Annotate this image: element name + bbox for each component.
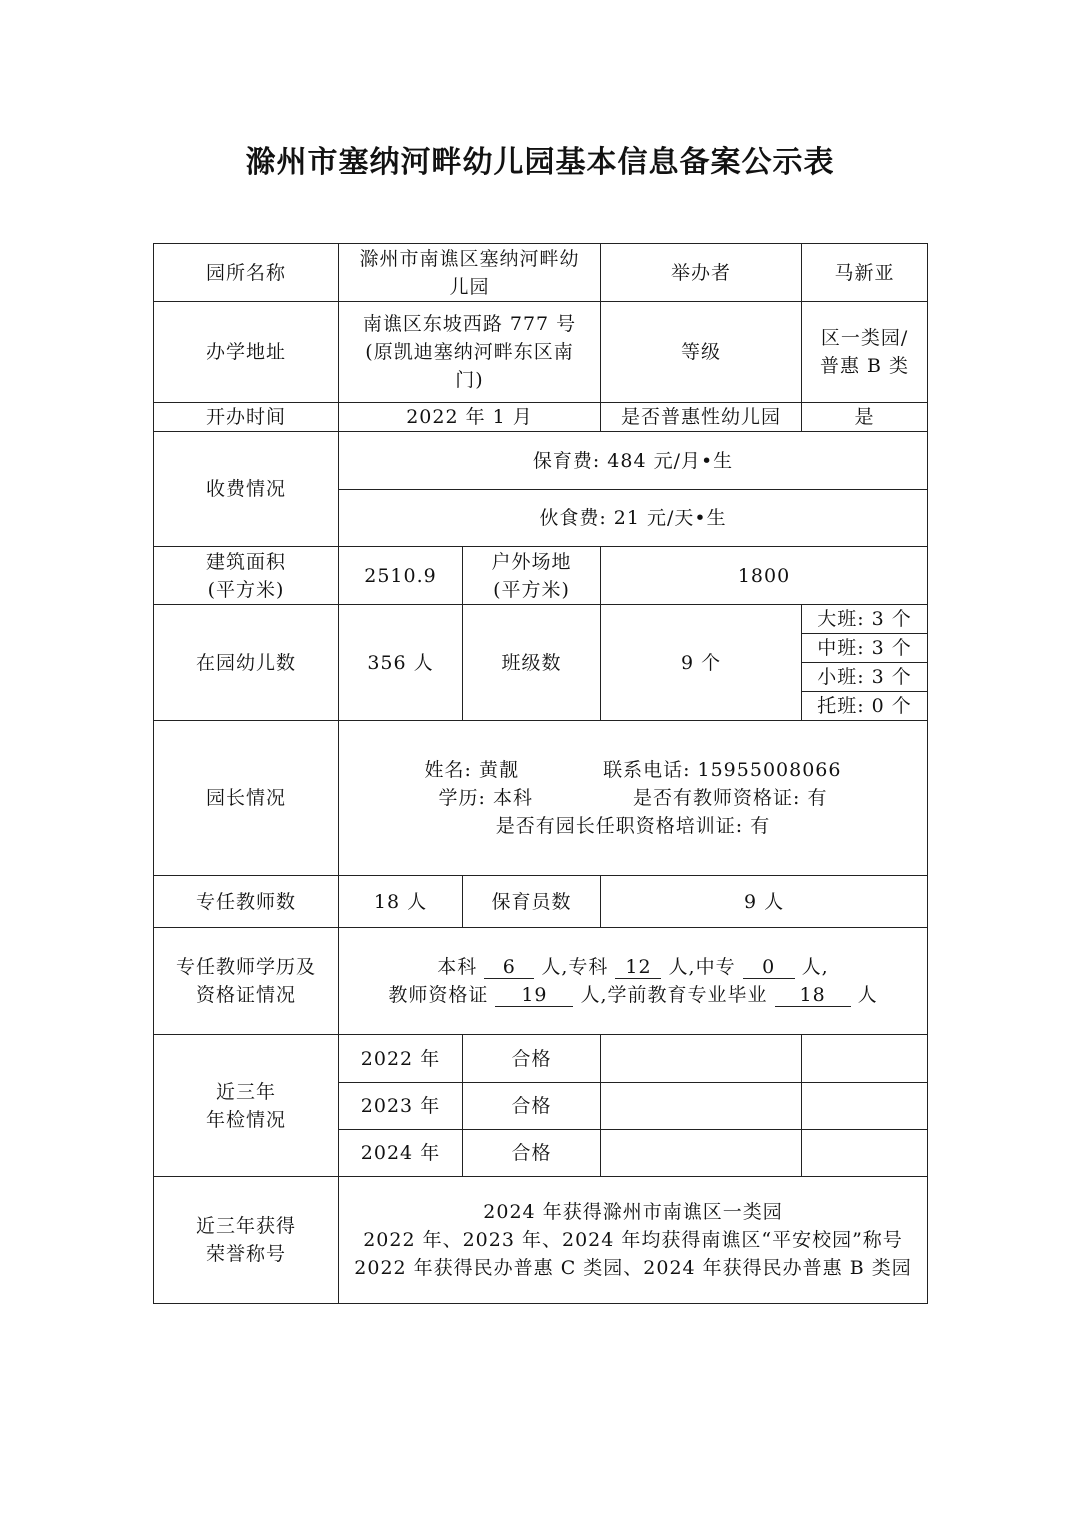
inspection-year: 2022 年	[339, 1035, 463, 1083]
sponsor-label: 举办者	[601, 244, 802, 302]
honor-item: 2024 年获得滁州市南谯区一类园	[483, 1201, 783, 1223]
class-breakdown-item: 大班: 3 个	[802, 605, 928, 634]
nurse-count-value: 9 人	[601, 876, 928, 928]
outdoor-area-value: 1800	[601, 547, 928, 605]
sponsor-value: 马新亚	[802, 244, 928, 302]
fees-label: 收费情况	[154, 432, 339, 547]
qualification-info: 本科 6 人,专科 12 人,中专 0 人, 教师资格证 19 人,学前教育专业毕业 18 人	[339, 928, 928, 1035]
secondary-count: 0	[743, 956, 795, 979]
class-breakdown-item: 中班: 3 个	[802, 634, 928, 663]
principal-education: 学历: 本科	[438, 787, 533, 809]
outdoor-area-label: 户外场地 (平方米)	[463, 547, 601, 605]
open-date-label: 开办时间	[154, 403, 339, 432]
honors-label: 近三年获得 荣誉称号	[154, 1177, 339, 1304]
class-breakdown-item: 小班: 3 个	[802, 663, 928, 692]
table-row	[154, 547, 928, 605]
level-label: 等级	[601, 302, 802, 403]
table-row	[154, 244, 928, 302]
inspection-blank	[802, 1130, 928, 1177]
kindergarten-name-value: 滁州市南谯区塞纳河畔幼 儿园	[339, 244, 601, 302]
table-row	[154, 1035, 928, 1083]
puhui-value: 是	[802, 403, 928, 432]
care-fee-value: 保育费: 484 元/月•生	[339, 432, 928, 490]
teacher-count-value: 18 人	[339, 876, 463, 928]
inspection-year: 2023 年	[339, 1083, 463, 1130]
table-row	[154, 302, 928, 403]
principal-name: 姓名: 黄靓	[424, 759, 519, 781]
cert-count: 19	[495, 984, 573, 1007]
principal-phone: 联系电话: 15955008066	[603, 759, 842, 781]
inspection-result: 合格	[463, 1035, 601, 1083]
table-row	[154, 605, 928, 634]
principal-label: 园长情况	[154, 721, 339, 876]
principal-training-cert: 是否有园长任职资格培训证: 有	[495, 815, 771, 837]
table-row	[154, 432, 928, 490]
inspection-year: 2024 年	[339, 1130, 463, 1177]
puhui-label: 是否普惠性幼儿园	[601, 403, 802, 432]
children-count-value: 356 人	[339, 605, 463, 721]
meal-fee-value: 伙食费: 21 元/天•生	[339, 490, 928, 547]
inspection-blank	[601, 1130, 802, 1177]
honor-item: 2022 年获得民办普惠 C 类园、2024 年获得民办普惠 B 类园	[354, 1257, 912, 1279]
page-title: 滁州市塞纳河畔幼儿园基本信息备案公示表	[245, 145, 835, 180]
table-row	[154, 876, 928, 928]
building-area-value: 2510.9	[339, 547, 463, 605]
class-count-label: 班级数	[463, 605, 601, 721]
honors-list	[339, 1177, 928, 1304]
nurse-count-label: 保育员数	[463, 876, 601, 928]
inspection-label: 近三年 年检情况	[154, 1035, 339, 1177]
children-count-label: 在园幼儿数	[154, 605, 339, 721]
table-row	[154, 928, 928, 1035]
principal-teacher-cert: 是否有教师资格证: 有	[633, 787, 828, 809]
inspection-blank	[802, 1083, 928, 1130]
inspection-result: 合格	[463, 1083, 601, 1130]
honor-item: 2022 年、2023 年、2024 年均获得南谯区“平安校园”称号	[363, 1229, 903, 1251]
inspection-blank	[601, 1035, 802, 1083]
info-table	[153, 243, 928, 1304]
table-row	[154, 721, 928, 876]
kindergarten-name-label: 园所名称	[154, 244, 339, 302]
building-area-label: 建筑面积 (平方米)	[154, 547, 339, 605]
level-value: 区一类园/ 普惠 B 类	[802, 302, 928, 403]
teacher-count-label: 专任教师数	[154, 876, 339, 928]
address-value: 南谯区东坡西路 777 号 (原凯迪塞纳河畔东区南 门)	[339, 302, 601, 403]
table-row	[154, 1177, 928, 1304]
inspection-result: 合格	[463, 1130, 601, 1177]
principal-info	[339, 721, 928, 876]
qualification-label: 专任教师学历及 资格证情况	[154, 928, 339, 1035]
open-date-value: 2022 年 1 月	[339, 403, 601, 432]
address-label: 办学地址	[154, 302, 339, 403]
preschool-count: 18	[775, 984, 851, 1007]
inspection-blank	[601, 1083, 802, 1130]
class-count-value: 9 个	[601, 605, 802, 721]
college-count: 12	[615, 956, 661, 979]
inspection-blank	[802, 1035, 928, 1083]
class-breakdown-item: 托班: 0 个	[802, 692, 928, 721]
table-row	[154, 403, 928, 432]
bachelor-count: 6	[484, 956, 534, 979]
